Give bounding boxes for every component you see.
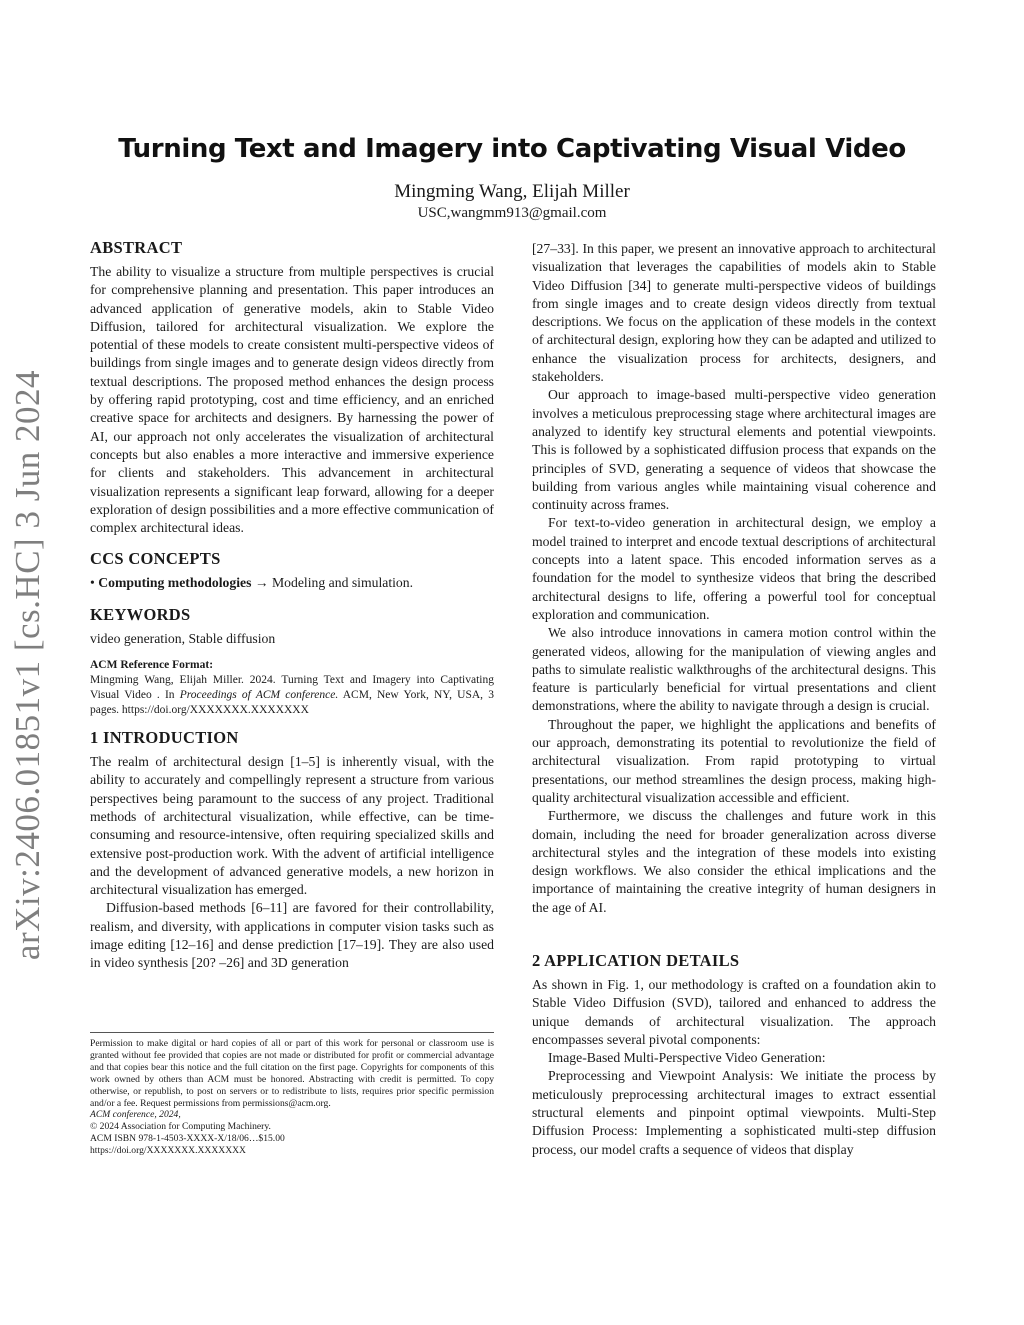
intro-paragraph-8: Furthermore, we discuss the challenges and future work in this domain, including the need for broader generalization across diverse architectural styles and the integration of these models into existing design workflows. We also consider the ethical implications and the importance of maintaining the creative integrity of human designers in the age of AI.	[532, 808, 936, 915]
ccs-concepts	[90, 574, 494, 592]
intro-paragraph-1: The realm of architectural design [1–5] is inherently visual, with the ability to accurately and compellingly represent a structure from various perspectives being paramount to the success of any project. Traditional methods of architectural visualization, while effective, can be time-consuming and resource-intensive, often requiring specialized skills and extensive post-production work. With the advent of artificial intelligence and the development of advanced generative models, a new horizon in architectural visualization has emerged.	[90, 754, 494, 898]
doi-link[interactable]: https://doi.org/XXXXXXX.XXXXXXX	[90, 1145, 246, 1157]
ccs-rest: Modeling and simulation.	[272, 575, 414, 591]
acm-ref-text: Mingming Wang, Elijah Miller. 2024. Turning Text and Imagery into Captivating Visual Video . In Proceedings of ACM conference. ACM, New York, NY, USA, 3 pages. https://doi.org/XXXXXXX.XXXXXXX	[90, 674, 494, 717]
intro-paragraph-6: We also introduce innovations in camera motion control within the generated videos, allowing for the manipulation of viewing angles and paths to simulate realistic walkthroughs of the architectural designs. This feature is particularly beneficial for virtual presentations and client demonstrations, where the ability to navigate through a design is crucial.	[532, 625, 936, 714]
intro-paragraph-5: For text-to-video generation in architectural design, we employ a model trained to interpret and encode textual descriptions of architectural concepts into a latent space. This encoded information serves as a foundation for the model to synthesize videos that bring the described architectural designs to life, offering a powerful tool for conceptual exploration and communication.	[532, 515, 936, 622]
intro-paragraph-3: [27–33]. In this paper, we present an innovative approach to architectural visualization that leverages the capabilities of models akin to Stable Video Diffusion [34] to generate multi-perspective videos of buildings from single images and to create design videos directly from textual descriptions. We focus on the application of these models in the context of architectural design, exploring how they can be adapted and utilized to enhance the visualization process for architects, designers, and stakeholders.	[532, 241, 936, 385]
arxiv-sidebar-stamp	[8, 370, 48, 960]
permission-notice: Permission to make digital or hard copies of all or part of this work for personal or classroom use is granted without fee provided that copies are not made or distributed for profit or commercial advantage and that copies bear this notice and the full citation on the first page. Copyrights for components of this work owned by others than ACM must be honored. Abstracting with credit is permitted. To copy otherwise, or republish, to post on servers or to redistribute to lists, requires prior specific permission and/or a fee. Request permissions from permissions@acm.org.	[90, 1038, 494, 1109]
ccs-arrow: →	[254, 575, 269, 591]
right-column	[532, 240, 936, 1159]
application-heading: 2 APPLICATION DETAILS	[532, 950, 740, 970]
ccs-bold: Computing methodologies	[98, 575, 252, 591]
abstract-text: The ability to visualize a structure from multiple perspectives is crucial for comprehensive planning and presentation. This paper introduces an advanced application of generative models, akin to Stable Video Diffusion, tailored for architectural visualization. We explore the potential of these models to create consistent multi-perspective videos of buildings from single images and to generate design videos directly from textual descriptions. The proposed method enhances the design process by offering rapid prototyping, cost and time efficiency, and an enriched creative space for architects and designers. By harnessing the power of AI, our approach not only accelerates the visualization of architectural concepts but also enables a more interactive and immersive experience for clients and stakeholders. This advancement in architectural visualization represents a significant leap forward, allowing for a deeper exploration of design possibilities and a more effective communication of complex architectural ideas.	[90, 264, 494, 536]
paper-authors: Mingming Wang, Elijah Miller	[394, 181, 630, 202]
ccs-bullet: •	[90, 575, 95, 591]
intro-paragraph-7: Throughout the paper, we highlight the applications and benefits of our approach, demonstrating its potential to revolutionize the field of architectural visualization. From rapid prototyping to virtual presentations, our method streamlines the design process, making high-quality architectural visualization accessible and efficient.	[532, 716, 936, 805]
keywords-heading: KEYWORDS	[90, 604, 191, 624]
conference-line: ACM conference, 2024,	[90, 1109, 181, 1121]
keywords-text: video generation, Stable diffusion	[90, 630, 276, 646]
acm-ref-heading: ACM Reference Format:	[90, 659, 214, 672]
left-column	[90, 238, 494, 973]
copyright-footnote	[90, 1032, 494, 1157]
paper-affiliation: USC,wangmm913@gmail.com	[417, 205, 607, 221]
application-paragraph-3: Preprocessing and Viewpoint Analysis: We initiate the process by meticulously preprocessing architectural images to extract essential structural elements and pinpoint optimal viewpoints. Multi-Step Diffusion Process: Implementing a sophisticated multi-step diffusion process, our model crafts a sequence of videos that display	[532, 1068, 936, 1157]
abstract-heading: ABSTRACT	[90, 238, 183, 257]
application-paragraph-2: Image-Based Multi-Perspective Video Generation:	[548, 1050, 826, 1066]
copyright-line: © 2024 Association for Computing Machinery.	[90, 1121, 271, 1133]
application-paragraph-1: As shown in Fig. 1, our methodology is crafted on a foundation akin to Stable Video Diffusion (SVD), tailored and enhanced to address the unique demands of architectural visualization. The approach encompasses several pivotal components:	[532, 976, 936, 1047]
arxiv-id: arXiv:2406.01851v1 [cs.HC] 3 Jun 2024	[8, 369, 47, 961]
isbn-line: ACM ISBN 978-1-4503-XXXX-X/18/06…$15.00	[90, 1133, 285, 1145]
intro-paragraph-2: Diffusion-based methods [6–11] are favored for their controllability, realism, and diversity, with applications in computer vision tasks such as image editing [12–16] and dense prediction [17–19]. They are also used in video synthesis [20? –26] and 3D generation	[90, 900, 494, 971]
ccs-heading: CCS CONCEPTS	[90, 549, 221, 569]
paper-title: Turning Text and Imagery into Captivating Visual Video	[118, 134, 906, 164]
intro-paragraph-4: Our approach to image-based multi-perspective video generation involves a meticulous preprocessing stage where architectural images are analyzed to identify key structural elements and potential viewpoints. This is followed by a sophisticated diffusion process that expands on the principles of SVD, generating a sequence of videos that showcase the building from various angles while maintaining visual coherence and continuity across frames.	[532, 387, 936, 513]
intro-heading: 1 INTRODUCTION	[90, 728, 239, 748]
